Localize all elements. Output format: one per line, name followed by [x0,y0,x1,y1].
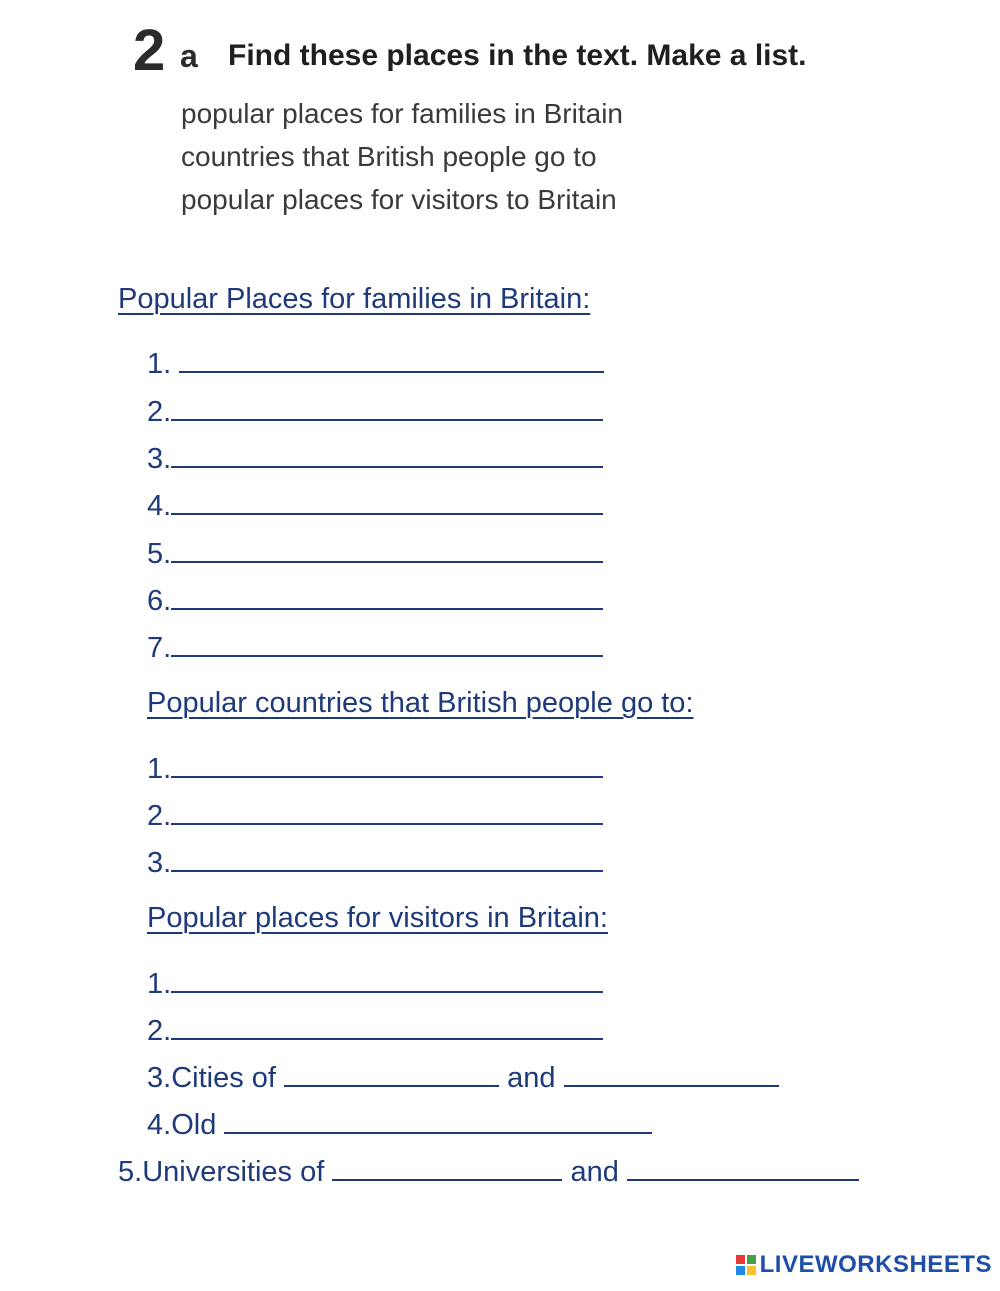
answer-blank[interactable] [171,844,603,872]
section-families-heading: Popular Places for families in Britain: [118,283,591,315]
logo-square-blue [736,1266,745,1275]
logo-square-red [736,1255,745,1264]
item-number: 4. [147,1109,172,1141]
brand-name: LIVEWORKSHEETS [759,1251,992,1278]
answer-blank-university-1[interactable] [332,1153,562,1181]
families-item-4 [147,487,603,521]
answer-blank-city-2[interactable] [564,1059,779,1087]
item-number: 2. [147,396,172,428]
item-number: 4. [147,490,172,522]
answer-blank[interactable] [171,629,603,657]
item-number: 1. [147,753,172,785]
families-item-3 [147,440,603,474]
visitors-item-1 [147,965,603,999]
visitors-item-2 [147,1012,603,1046]
exercise-instruction: Find these places in the text. Make a list. [228,39,807,72]
countries-item-3 [147,844,603,878]
answer-blank[interactable] [171,1012,603,1040]
item-number: 1. [147,348,172,380]
countries-item-2 [147,797,603,831]
families-item-7 [147,629,603,663]
answer-blank[interactable] [224,1106,652,1134]
item-number: 3. [147,1062,172,1094]
answer-blank-city-1[interactable] [284,1059,499,1087]
visitors-item-4 [147,1106,652,1140]
answer-blank[interactable] [171,750,603,778]
task-line-3: popular places for visitors to Britain [181,184,617,215]
families-item-6 [147,582,603,616]
logo-square-green [747,1255,756,1264]
universities-of-label: Universities of [142,1156,325,1188]
families-item-1 [147,345,604,379]
cities-of-label: Cities of [171,1062,276,1094]
logo-square-yellow [747,1266,756,1275]
and-label: and [570,1156,619,1188]
task-line-2: countries that British people go to [181,141,597,172]
section-visitors-heading: Popular places for visitors in Britain: [147,902,608,934]
visitors-item-3 [147,1059,779,1093]
answer-blank[interactable] [171,535,603,563]
item-number: 1. [147,968,172,1000]
answer-blank[interactable] [171,797,603,825]
section-countries-heading: Popular countries that British people go to: [147,687,694,719]
item-number: 3. [147,443,172,475]
item-number: 7. [147,632,172,664]
item-number: 2. [147,800,172,832]
liveworksheets-brand[interactable] [736,1253,992,1277]
task-line-1: popular places for families in Britain [181,98,623,129]
old-label: Old [171,1109,217,1141]
answer-blank[interactable] [171,582,603,610]
item-number: 5. [118,1156,143,1188]
answer-blank[interactable] [179,345,604,373]
answer-blank[interactable] [171,440,603,468]
countries-item-1 [147,750,603,784]
answer-blank[interactable] [171,487,603,515]
exercise-letter: a [180,38,198,74]
and-label: and [507,1062,556,1094]
liveworksheets-logo-icon [736,1255,756,1275]
item-number: 2. [147,1015,172,1047]
answer-blank[interactable] [171,393,603,421]
item-number: 5. [147,538,172,570]
answer-blank[interactable] [171,965,603,993]
families-item-5 [147,535,603,569]
answer-blank-university-2[interactable] [627,1153,859,1181]
item-number: 3. [147,847,172,879]
visitors-item-5 [118,1153,859,1187]
item-number: 6. [147,585,172,617]
exercise-number: 2 [133,18,164,83]
families-item-2 [147,393,603,427]
